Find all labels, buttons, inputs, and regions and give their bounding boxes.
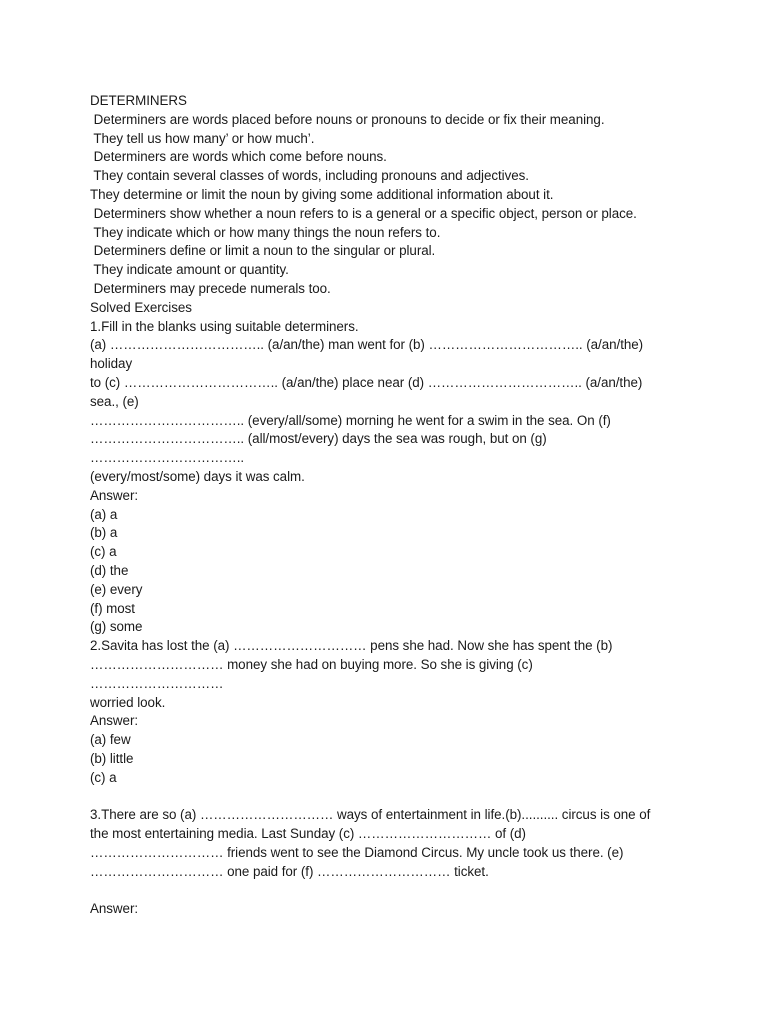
answer-item: (b) a: [90, 525, 118, 541]
text-line: Determiners show whether a noun refers to is a general or a specific object, person or place.: [90, 205, 637, 221]
exercise-line: to (c) …………………………….. (a/an/the) place near (d) …………………………….. (a/an/the): [90, 374, 643, 390]
text-line: They contain several classes of words, including pronouns and adjectives.: [90, 168, 529, 184]
exercise-line: ……………………………..: [90, 450, 245, 466]
exercise-question: 2.Savita has lost the (a) ………………………… pens she had. Now she has spent the (b): [90, 638, 613, 654]
answer-item: (b) little: [90, 750, 134, 766]
doc-title: DETERMINERS: [90, 93, 187, 108]
answer-heading: Answer:: [90, 487, 139, 503]
exercise-line: holiday: [90, 356, 133, 372]
answer-item: (d) the: [90, 562, 129, 578]
exercise-line: ………………………… friends went to see the Diamond Circus. My uncle took us there. (e): [90, 844, 624, 860]
answer-item: (a) a: [90, 506, 118, 522]
exercise-question: 1.Fill in the blanks using suitable determiners.: [90, 318, 359, 334]
exercise-question: 3.There are so (a) ………………………… ways of entertainment in life.(b).......... circus is one of: [90, 807, 651, 823]
blank-line: [90, 787, 730, 806]
text-line: Determiners may precede numerals too.: [90, 280, 331, 296]
text-line: They indicate amount or quantity.: [90, 262, 289, 278]
document-page: [90, 92, 730, 919]
blank-line: [90, 881, 730, 900]
exercise-line: sea., (e): [90, 393, 139, 409]
exercise-line: ………………………… one paid for (f) ………………………… ticket.: [90, 863, 489, 879]
answer-heading: Answer:: [90, 713, 139, 729]
answer-item: (c) a: [90, 544, 117, 560]
answer-item: (f) most: [90, 600, 135, 616]
exercise-line: ………………………… money she had on buying more. So she is giving (c): [90, 656, 533, 672]
text-line: They indicate which or how many things the noun refers to.: [90, 224, 441, 240]
section-heading: Solved Exercises: [90, 299, 192, 315]
answer-item: (g) some: [90, 619, 143, 635]
exercise-line: the most entertaining media. Last Sunday (c) ………………………… of (d): [90, 826, 526, 842]
answer-item: (c) a: [90, 769, 117, 785]
text-line: Determiners are words placed before nouns or pronouns to decide or fix their meaning.: [90, 111, 605, 127]
text-line: Determiners are words which come before nouns.: [90, 149, 387, 165]
answer-item: (a) few: [90, 732, 131, 748]
exercise-line: (a) …………………………….. (a/an/the) man went for (b) …………………………….. (a/an/the): [90, 337, 644, 353]
answer-heading: Answer:: [90, 901, 139, 917]
text-line: Determiners define or limit a noun to the singular or plural.: [90, 243, 436, 259]
exercise-line: …………………………….. (all/most/every) days the sea was rough, but on (g): [90, 431, 547, 447]
exercise-line: worried look.: [90, 694, 166, 710]
text-line: They tell us how many’ or how much’.: [90, 130, 315, 146]
answer-item: (e) every: [90, 581, 143, 597]
exercise-line: (every/most/some) days it was calm.: [90, 468, 305, 484]
exercise-line: …………………………: [90, 675, 224, 691]
exercise-line: …………………………….. (every/all/some) morning he went for a swim in the sea. On (f): [90, 412, 611, 428]
text-line: They determine or limit the noun by giving some additional information about it.: [90, 186, 554, 202]
